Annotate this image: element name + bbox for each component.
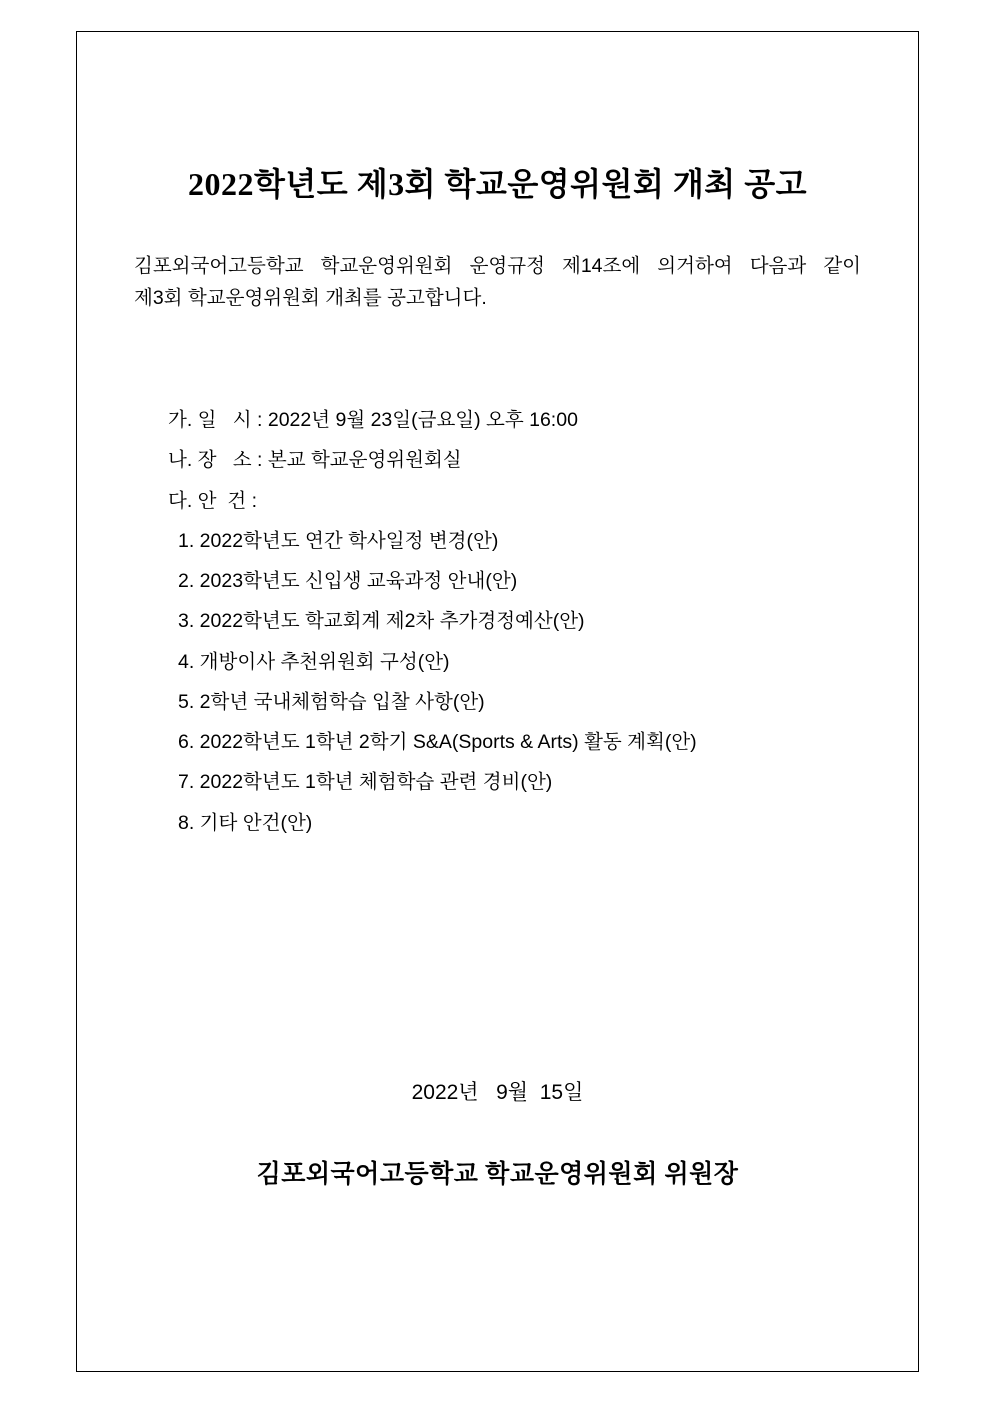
list-item: 3. 2022학년도 학교회계 제2차 추가경정예산(안)	[178, 610, 585, 633]
page-title: 2022학년도 제3회 학교운영위원회 개최 공고	[187, 166, 808, 202]
list-item: 6. 2022학년도 1학년 2학기 S&A(Sports & Arts) 활동 계획(안)	[178, 731, 697, 754]
intro-paragraph	[106, 251, 889, 314]
signature-line: 김포외국어고등학교 학교운영위원회 위원장	[256, 1160, 739, 1188]
list-item: 다. 안 건 :	[168, 489, 258, 512]
list-item: 2. 2023학년도 신입생 교육과정 안내(안)	[178, 570, 518, 593]
list-item: 8. 기타 안건(안)	[178, 811, 313, 834]
list-item: 가. 일 시 : 2022년 9월 23일(금요일) 오후 16:00	[168, 409, 578, 432]
intro-line-2: 제3회 학교운영위원회 개최를 공고합니다.	[134, 286, 487, 309]
list-item: 5. 2학년 국내체험학습 입찰 사항(안)	[178, 690, 485, 713]
list-item: 7. 2022학년도 1학년 체험학습 관련 경비(안)	[178, 771, 553, 794]
meeting-details-list	[106, 406, 889, 516]
issue-date: 2022년 9월 15일	[411, 1080, 584, 1104]
intro-line-1: 김포외국어고등학교 학교운영위원회 운영규정 제14조에 의거하여 다음과 같이	[134, 255, 861, 277]
list-item: 4. 개방이사 추천위원회 구성(안)	[178, 650, 450, 673]
agenda-list	[106, 527, 889, 838]
list-item: 나. 장 소 : 본교 학교운영위원회실	[168, 449, 462, 472]
document-content	[76, 31, 919, 1372]
list-item: 1. 2022학년도 연간 학사일정 변경(안)	[178, 529, 499, 552]
